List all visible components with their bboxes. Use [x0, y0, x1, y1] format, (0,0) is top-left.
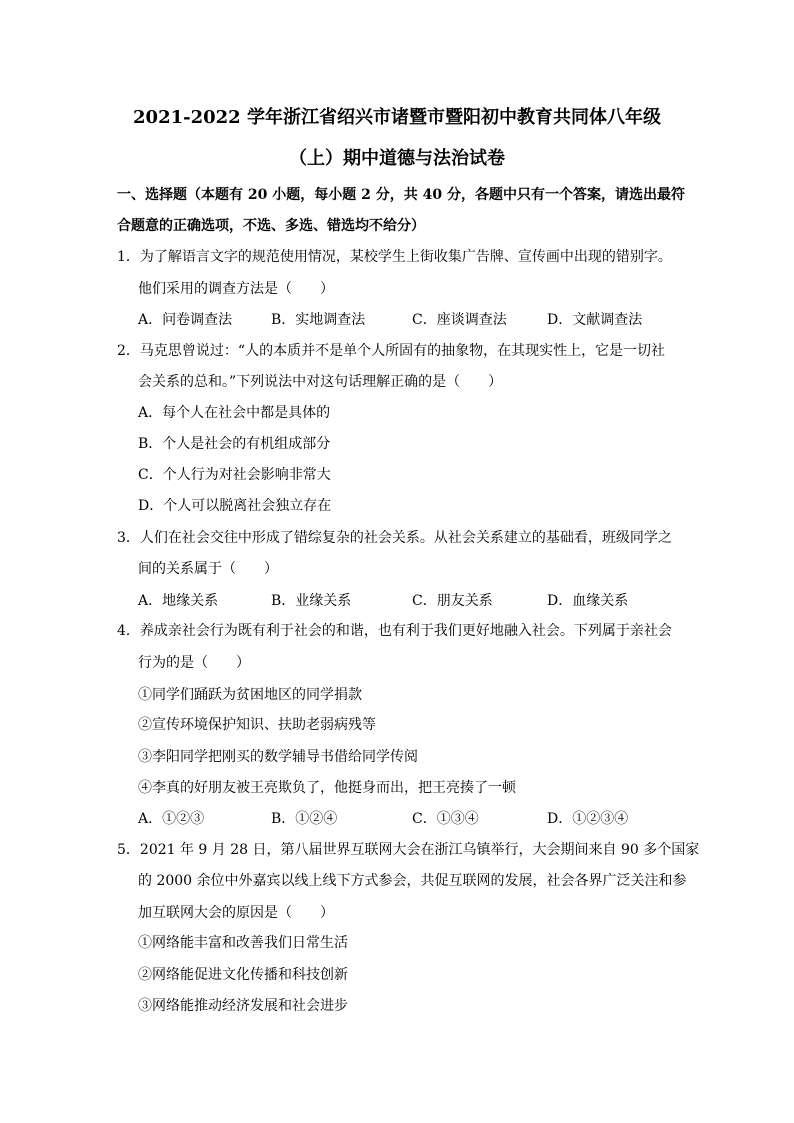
question-4-stem-line-1: 4．养成亲社会行为既有利于社会的和谐，也有利于我们更好地融入社会。下列属于亲社会: [117, 623, 672, 639]
question-5-stem-line-1: 5．2021 年 9 月 28 日，第八届世界互联网大会在浙江乌镇举行，大会期间来自 90 多个国家: [117, 842, 700, 858]
question-4-item-1: ①同学们踊跃为贫困地区的同学捐款: [138, 687, 362, 703]
question-2-stem-line-1: 2．马克思曾说过：“人的本质并不是单个人所固有的抽象物，在其现实性上，它是一切社: [117, 343, 666, 359]
question-1-option-a: A．问卷调查法: [138, 312, 233, 328]
question-3-option-d: D．血缘关系: [547, 593, 629, 609]
question-4-stem-line-2: 行为的是（ ）: [138, 655, 250, 671]
question-4-item-3: ③李阳同学把刚买的数学辅导书借给同学传阅: [138, 749, 418, 765]
exam-title-line-2: （上）期中道德与法治试卷: [289, 148, 505, 169]
question-4-option-c: C．①③④: [412, 811, 479, 827]
question-3-stem-line-1: 3．人们在社会交往中形成了错综复杂的社会关系。从社会关系建立的基础看，班级同学之: [117, 530, 672, 546]
question-4-option-d: D．①②③④: [547, 811, 629, 827]
question-5-item-1: ①网络能丰富和改善我们日常生活: [138, 935, 348, 951]
exam-title-line-1: 2021-2022 学年浙江省绍兴市诸暨市暨阳初中教育共同体八年级: [133, 107, 661, 128]
question-5-item-3: ③网络能推动经济发展和社会进步: [138, 998, 348, 1014]
question-4-option-b: B．①②④: [271, 811, 338, 827]
question-1-option-b: B．实地调查法: [271, 312, 366, 328]
question-5-stem-line-2: 的 2000 余位中外嘉宾以线上线下方式参会，共促互联网的发展，社会各界广泛关注和参: [138, 873, 687, 889]
question-3-option-a: A．地缘关系: [138, 593, 219, 609]
question-1-stem-line-1: 1．为了解语言文字的规范使用情况，某校学生上街收集广告牌、宣传画中出现的错别字。: [117, 249, 672, 265]
question-5-stem-line-3: 加互联网大会的原因是（ ）: [138, 905, 334, 921]
section-heading-line-2: 合题意的正确选项，不选、多选、错选均不给分）: [117, 218, 425, 234]
question-1-stem-line-2: 他们采用的调查方法是（ ）: [138, 281, 334, 297]
question-2-option-c: C．个人行为对社会影响非常大: [138, 467, 331, 483]
question-1-option-c: C．座谈调查法: [412, 312, 507, 328]
question-5-item-2: ②网络能促进文化传播和科技创新: [138, 967, 348, 983]
question-2-option-b: B．个人是社会的有机组成部分: [138, 436, 331, 452]
question-2-option-d: D．个人可以脱离社会独立存在: [138, 498, 332, 514]
question-1-option-d: D．文献调查法: [547, 312, 643, 328]
question-3-stem-line-2: 间的关系属于（ ）: [138, 561, 278, 577]
question-2-option-a: A．每个人在社会中都是具体的: [138, 405, 331, 421]
question-4-item-2: ②宣传环境保护知识、扶助老弱病残等: [138, 717, 376, 733]
question-2-stem-line-2: 会关系的总和。”下列说法中对这句话理解正确的是（ ）: [138, 374, 503, 390]
question-4-option-a: A．①②③: [138, 811, 205, 827]
section-heading-line-1: 一、选择题（本题有 20 小题，每小题 2 分，共 40 分，各题中只有一个答案，请选出最符: [117, 187, 685, 203]
question-3-option-b: B．业缘关系: [271, 593, 352, 609]
question-4-item-4: ④李真的好朋友被王亮欺负了，他挺身而出，把王亮揍了一顿: [138, 780, 516, 796]
question-3-option-c: C．朋友关系: [412, 593, 493, 609]
